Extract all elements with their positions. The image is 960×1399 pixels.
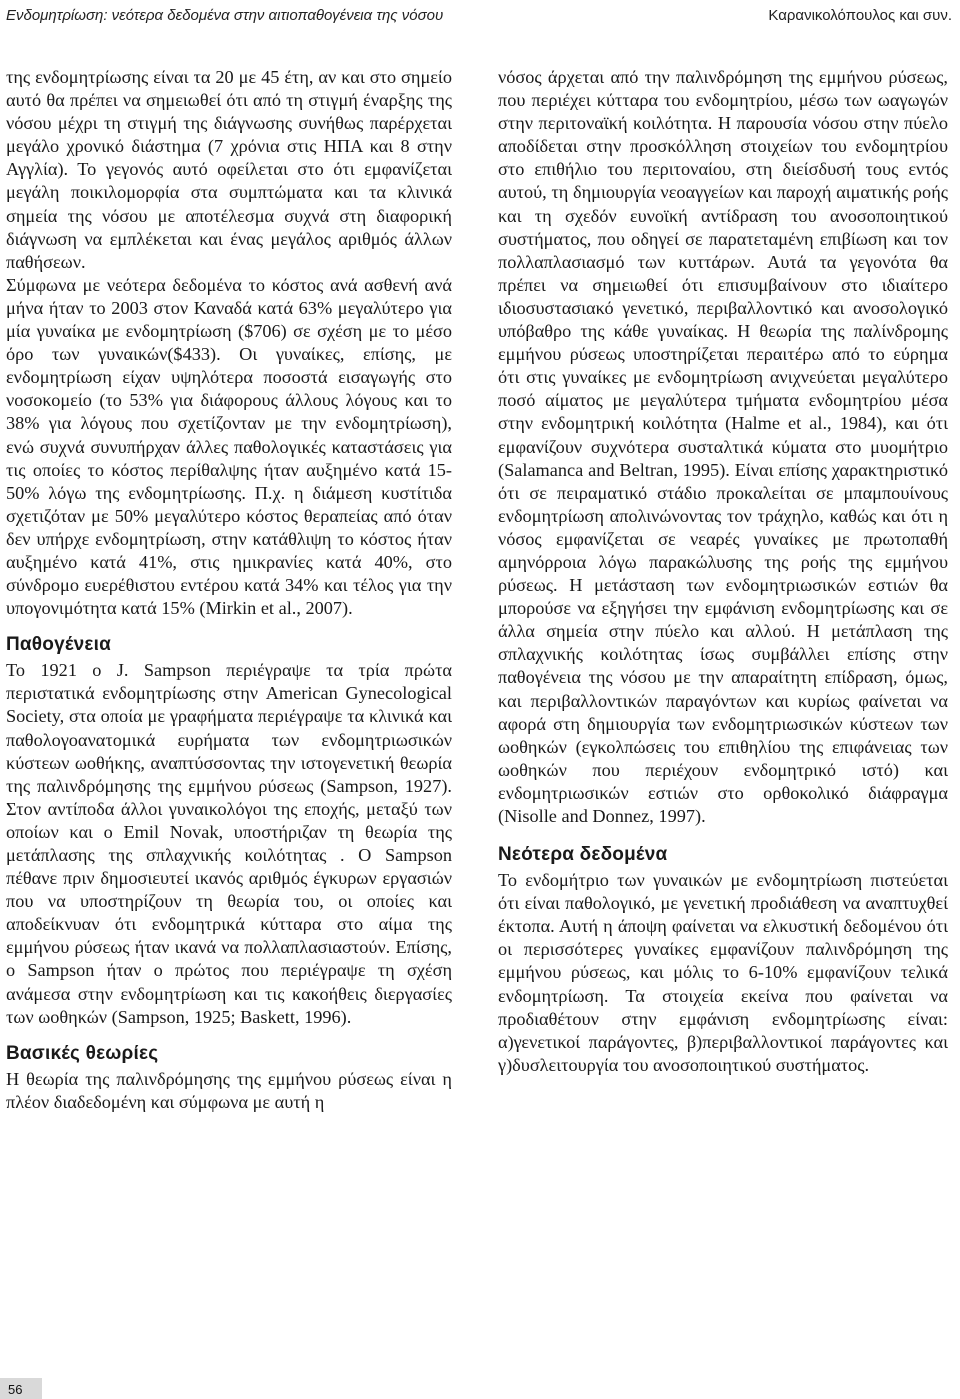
heading-new-data: Νεότερα δεδομένα <box>498 844 668 866</box>
left-column <box>6 66 452 1114</box>
paragraph-diagnosis-delay: της ενδομητρίωσης είναι τα 20 με 45 έτη, αν και στο σημείο αυτό θα πρέπει να σημειωθεί ότι από τη στιγμή έναρξης της νόσου μέχρι τη στιγμή της διάγνωσης συνήθως παρέρχεται μεγάλο χρονικό διάστημα (7 χρόνια στις ΗΠΑ και 8 στην Αγγλία). Το γεγονός αυτό οφείλεται στο ότι εμφανίζεται μεγάλη ποικιλομορφία στα συμπτώματα και τα κλινικά σημεία της νόσου με αποτέλεσμα συχνά στη διαφορική διάγνωση να εμπλέκεται και ένας μεγάλος αριθμός άλλων παθήσεων. <box>6 67 452 272</box>
header-article-title: Ενδομητρίωση: νεότερα δεδομένα στην αιτιοπαθογένεια της νόσου <box>6 7 444 24</box>
paragraph-sampson: Το 1921 ο J. Sampson περιέγραψε τα τρία πρώτα περιστατικά ενδομητρίωσης στην American Gynecological Society, στα οποία με γραφήματα περιέγραψε τα κλινικά και παθολογοανατομικά ευρήματα των ενδομητριωσικών κύστεων ωοθήκης, αναπτύσσοντας την ιστογενετική θεωρία της παλινδρόμησης της εμμήνου ρύσεως (Sampson, 1927). Στον αντίποδα άλλοι γυναικολόγοι της εποχής, μεταξύ των οποίων και ο Emil Novak, υποστήριζαν τη θεωρία της μετάπλασης της σπλαχνικής κοιλότητας . Ο Sampson πέθανε πριν δημοσιευτεί ικανός αριθμός έγκυρων εργασιών που να υποστηρίζουν τη θεωρία του, οι οποίες και αποδείκνυαν ότι ενδομητρικά κύτταρα στο αίμα της εμμήνου ρύσεως ήταν ικανά να πολλαπλασιαστούν. Επίσης, ο Sampson ήταν ο πρώτος που περιέγραψε τη σχέση ανάμεσα στην ενδομητρίωση και τις κακοήθεις διεργασίες των ωοθηκών (Sampson, 1925; Baskett, 1996). <box>6 660 452 1027</box>
page-number: 56 <box>8 1382 23 1397</box>
paragraph-cost: Σύμφωνα με νεότερα δεδομένα το κόστος ανά ασθενή ανά μήνα ήταν το 2003 στον Καναδά κατά 63% μεγαλύτερο για μία γυναίκα με ενδομητρίωση ($706) σε σχέση με το μέσο όρο των γυναικών($433). Οι γυναίκες, επίσης, με ενδομητρίωση είχαν υψηλότερα ποσοστά εισαγωγής στο νοσοκομείο (το 53% για διάφορους άλλους λόγους και το 38% για λόγους που σχετίζονταν με την ενδομητρίωση), ενώ συχνά συνυπήρχαν άλλες παθολογικές καταστάσεις για τις οποίες το κόστος περίθαλψης ήταν αυξημένο κατά 15-50% λόγω της ενδομητρίωσης. Π.χ. η διάμεση κυστίτιδα σχετιζόταν με 50% μεγαλύτερο κόστος θεραπείας από όταν δεν υπήρχε ενδομητρίωση, στην κατάθλιψη το κόστος ήταν αυξημένο κατά 41%, στις ημικρανίες κατά 40%, στο σύνδρομο ευερέθιστου εντέρου κατά 34% και τέλος για την υπογονιμότητα κατά 15% (Mirkin et al., 2007). <box>6 274 452 619</box>
paragraph-new-data: Το ενδομήτριο των γυναικών με ενδομητρίωση πιστεύεται ότι είναι παθολογικό, με γενετική προδιάθεση να αναπτυχθεί έκτοπα. Αυτή η άποψη φαίνεται να ελκυστική δεδομένου ότι οι περισσότερες γυναίκες εμφανίζουν παλινδρόμηση της εμμήνου ρύσεως, και μόλις το 6-10% εμφανίζουν τελικά ενδομητρίωση. Τα στοιχεία εκείνα που φαίνεται να προδιαθέτουν στην εμφάνιση ενδομητρίωσης είναι: α)γενετικοί παράγοντες, β)περιβαλλοντικοί παράγοντες και γ)δυσλειτουργία του ανοσοποιητικού συστήματος. <box>498 870 948 1075</box>
heading-basic-theories: Βασικές θεωρίες <box>6 1042 159 1064</box>
paragraph-regression-theory-continued: νόσος άρχεται από την παλινδρόμηση της εμμήνου ρύσεως, που περιέχει κύτταρα του ενδομητρίου, μέσω των ωαγωγών στην περιτοναϊκή κοιλότητα. Η παρουσία νόσου στην πύελο αποδίδεται στην προσκόλληση στοιχείων του ενδομητρίου στο επιθήλιο του περιτοναίου, στη διείσδυσή τους εντός αυτού, τη δημιουργία νεοαγγείων και παροχή αιματικής ροής και τη σχεδόν ευνοϊκή αντίδραση του ανοσοποιητικού συστήματος, που οδηγεί σε παρατεταμένη επιβίωση και τον πολλαπλασιασμό των κυττάρων. Αυτά τα γεγονότα θα πρέπει να σημειωθεί ότι επισυμβαίνουν στο ιδιαίτερο ιδιοσυστασιακό γενετικό, περιβαλλοντικό και ανοσολογικό υπόβαθρο της κάθε γυναίκας. Η θεωρία της παλίνδρομης εμμήνου ρύσεως υποστηρίζεται περαιτέρω από το εύρημα ότι στις γυναίκες με ενδομητρίωση ανιχνεύεται μεγαλύτερο ποσό αίματος με μεγαλύτερα τμήματα ενδομητρίου μέσα στην ενδομητρική κοιλότητα (Halme et al., 1984), και ότι εμφανίζουν συχνότερα συσταλτικά κύματα στο μυομήτριο (Salamanca and Beltran, 1995). Είναι επίσης χαρακτηριστικό ότι σε πειραματικό στάδιο προκαλείται σε μπαμπουίνους ενδομητρίωση απολινώνοντας τον τράχηλο, καθώς και ότι η νόσος εμφανίζεται σε νεαρές γυναίκες με πρωτοπαθή αμηνόρροια λόγω παρακώλυσης της ροής της εμμήνου ρύσεως. Η μετάσταση των ενδομητριωσικών εστιών θα μπορούσε να εξηγήσει την εμφάνιση ενδομητρίωσης και σε άλλα σημεία στην πύελο και αλλού. Η μετάπλαση της σπλαχνικής κοιλότητας ίσως συμβάλλει επίσης στην παθογένεια της νόσου με την απαραίτητη επίδραση, όμως, και περιβαλλοντικών παραγόντων και κυρίως φαίνεται να αφορά στη δημιουργία των ενδομητριωσικών κύστεων των ωοθηκών (εγκολπώσεις του επιθηλίου της επιφάνειας των ωοθηκών που περιέχουν ενδομητρικό ιστό) και ενδομητριωσικών εστιών στο ορθοκολικό διάφραγμα (Nisolle and Donnez, 1997). <box>498 67 948 826</box>
right-column <box>498 66 948 1077</box>
paragraph-regression-theory-start: Η θεωρία της παλινδρόμησης της εμμήνου ρύσεως είναι η πλέον διαδεδομένη και σύμφωνα με αυτή η <box>6 1068 452 1112</box>
heading-pathogenesis: Παθογένεια <box>6 634 111 656</box>
running-header <box>0 4 960 28</box>
header-authors: Καρανικολόπουλος και συν. <box>768 7 952 24</box>
